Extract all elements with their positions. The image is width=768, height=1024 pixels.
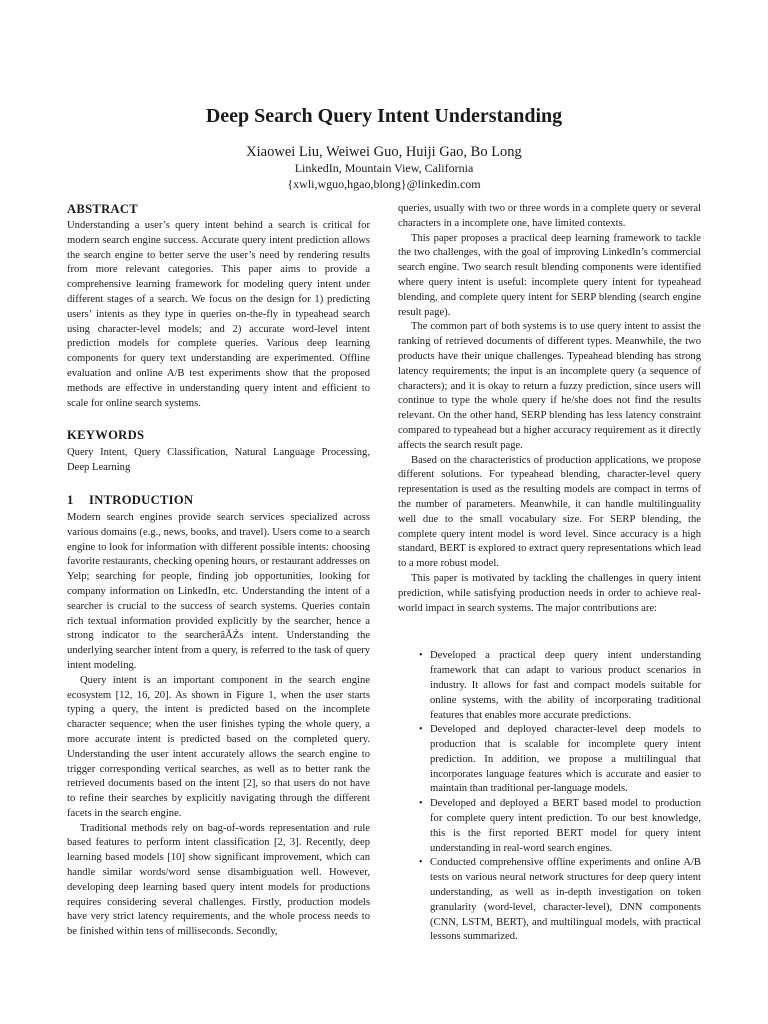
keywords-text: Query Intent, Query Classification, Natural Language Processing, Deep Learning [67,447,370,474]
list-item [398,856,701,945]
list-item [398,649,701,723]
paper-title: Deep Search Query Intent Understanding [205,105,563,127]
author-list: Xiaowei Liu, Weiwei Guo, Huiji Gao, Bo Long [246,144,522,160]
intro-paragraph: Based on the characteristics of production applications, we propose different solutions. For typeahead blending, character-level query representation is used as the resulting models are compact in terms of the number of parameters. Meanwhile, it can handle multilinguality well due to the small vocabulary size. For SERP blending, the complete query intent model is word level. Since accuracy is a high standard, BERT is explored to extract query representations which lead to a more robust model. [398,454,701,570]
contribution-list [398,649,701,945]
intro-paragraph: This paper proposes a practical deep learning framework to tackle the two challenges, with the goal of improving LinkedIn’s commercial search engine. Two search result blending components were identified where query intent is useful: incomplete query intent for typeahead blending, and complete query intent for SERP blending (search engine result page). [398,232,701,318]
bullet-icon: • [419,798,423,810]
list-item-text: Developed and deployed a BERT based model to production for complete query intent prediction. To our best knowledge, this is the first reported BERT model for query intent understanding in real-word search engines. [430,798,701,854]
intro-paragraph: Modern search engines provide search services specialized across various domains (e.g., news, books, and travel). Users come to a search engine to look for information with different possible intents: choosing favorite restaurants, checking opening hours, or restaurant addresses on Yelp; searching for people, finding job opportunities, looking for company information on LinkedIn, etc. Understanding the intent of a searcher is crucial to the success of search systems. Queries contain rich textual information provided explicitly by the searcher, hence a strong indicator to the searcherâĂŹs intent. Understanding the underlying searcher intent from a query, is referred to the task of query intent modeling. [67,511,370,671]
intro-paragraph: This paper is motivated by tackling the challenges in query intent prediction, while satisfying production needs in order to achieve real-world impact in search systems. The major contributions are: [398,572,701,614]
intro-paragraph: The common part of both systems is to use query intent to assist the ranking of retrieved documents of different types. Meanwhile, the two products have their unique challenges. Typeahead blending has strong latency requirements; the input is an incomplete query (a sequence of characters); and it is okay to return a fuzzy prediction, since users will continue to type the whole query if he/she does not find the results relevant. On the other hand, SERP blending has less latency constraint compared to typeahead but a higher accuracy requirement as it directly affects the search result page. [398,321,701,451]
introduction-heading [67,491,370,509]
author-emails: {xwli,wguo,hgao,blong}@linkedin.com [287,177,481,191]
section-number: 1 [67,492,74,507]
bullet-icon: • [419,857,423,869]
bullet-icon: • [419,724,423,736]
intro-paragraph: queries, usually with two or three words in a complete query or several characters in a incomplete one, have limited contexts. [398,203,701,229]
list-item-text: Developed a practical deep query intent understanding framework that can adapt to various product scenarios in industry. It allows for fast and compact models suitable for online systems, with the ability of incorporating traditional features that enables more accurate predictions. [430,650,701,721]
abstract-text: Understanding a user’s query intent behind a search is critical for modern search engine success. Accurate query intent prediction allows the search engine to better serve the user’s need by rendering results from more relevant categories. This paper aims to provide a comprehensive learning framework for modeling query intent under different stages of a search. We focus on the design for 1) predicting users’ intents as they type in queries on-the-fly in typeahead search using character-level models; and 2) accurate word-level intent prediction models for complete queries. Various deep learning components for query text understanding are experimented. Offline evaluation and online A/B test experiments show that the proposed methods are effective in understanding query intent and efficient to scale for online search systems. [67,220,370,409]
intro-paragraph: Query intent is an important component in the search engine ecosystem [12, 16, 20]. As shown in Figure 1, when the user starts typing a query, the intent is predicted based on the incomplete character sequence; when the user finishes typing the whole query, a more accurate intent is predicted based on the completed query. Understanding the user intent accurately allows the search engine to trigger corresponding vertical searches, as well as to better rank the retrieved documents based on the intent [2], so that users do not have to refine their searches by explicitly navigating through the different facets in the search engine. [67,674,370,819]
affiliation: LinkedIn, Mountain View, California [294,161,474,175]
list-item-text: Developed and deployed character-level deep models to production that is scalable for incomplete query intent prediction. In addition, we propose a multilingual that incorporates language features which is accurate and easier to maintain than traditional per-language models. [430,724,701,795]
keywords-heading: KEYWORDS [67,428,145,443]
bullet-icon: • [419,650,423,662]
intro-paragraph: Traditional methods rely on bag-of-words representation and rule based features to perform intent classification [2, 3]. Recently, deep learning based models [10] show significant improvement, which can handle similar words/word sense disambiguation well. However, developing deep learning based query intent models for productions requires considering several challenges. Firstly, production models have very strict latency requirements, and the whole process needs to be finished within tens of milliseconds. Secondly, [67,822,370,938]
section-title: INTRODUCTION [89,492,194,507]
right-column [398,202,701,945]
abstract-heading: ABSTRACT [67,202,138,216]
list-item [398,797,701,856]
list-item [398,723,701,797]
list-item-text: Conducted comprehensive offline experiments and online A/B tests on various neural network structures for deep query intent understanding, as well as in-depth investigation on token granularity (word-level, character-level), DNN components (CNN, LSTM, BERT), and multilingual models, with practical lessons summarized. [430,857,701,943]
left-column [67,200,370,940]
